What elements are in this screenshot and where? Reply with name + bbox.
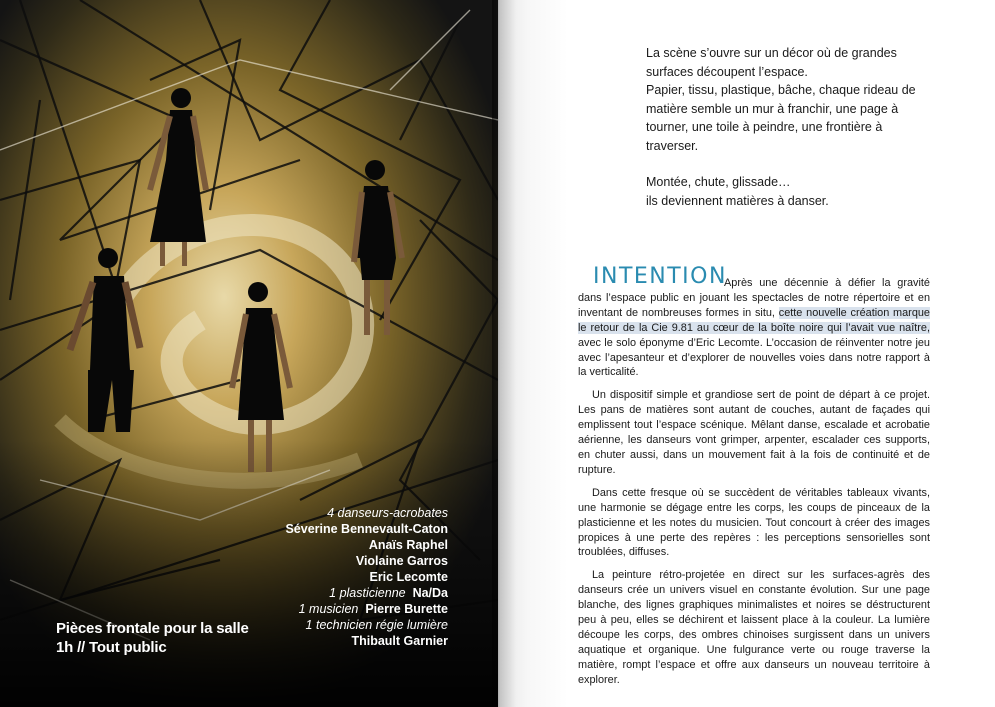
musicien-credit [188,601,448,617]
plasticienne-credit [188,585,448,601]
highlighted-text: cette nouvelle création marque le retour de la Cie 9.81 au cœur de la boîte noire qui l’avait vue naître, [578,306,930,334]
show-format: Pièces frontale pour la salle [56,620,249,637]
intro-paragraph: La scène s’ouvre sur un décor où de grandes surfaces découpent l’espace. [646,46,897,79]
musicien-role: 1 musicien [298,602,359,616]
technicien-name: Thibault Garnier [351,634,448,648]
show-duration: 1h // Tout public [56,639,167,656]
intro-paragraph: ils deviennent matières à danser. [646,193,829,208]
plasticienne-name: Na/Da [412,586,448,600]
show-info [56,619,249,657]
dancer-name: Anaïs Raphel [368,538,448,552]
dancer-name: Eric Lecomte [369,570,448,584]
intro-text [646,44,936,210]
technicien-role: 1 technicien régie lumière [305,618,448,632]
intro-paragraph: Papier, tissu, plastique, bâche, chaque rideau de matière semble un mur à franchir, une page à tourner, une toile à peindre, une frontière à traverser. [646,83,916,153]
body-text: Après une décennie à défier la gravité dans l’espace public en jouant les spectacles de notre répertoire et en inventant de nombreuses formes in situ, [578,277,930,319]
dancers-role: 4 danseurs-acrobates [327,506,448,520]
body-paragraph [578,276,930,380]
plasticienne-role: 1 plasticienne [329,586,406,600]
dancer-name: Violaine Garros [355,554,448,568]
dancer-name: Séverine Bennevault-Caton [285,522,448,536]
musicien-name: Pierre Burette [365,602,448,616]
body-paragraph: Dans cette fresque où se succèdent de véritables tableaux vivants, une harmonie se dégage entre les corps, les coups de pinceaux de la plasticienne et les notes du musicien. Tout concourt à créer des images propices à une perte des repères : les perceptions sensorielles sont troublées, diffuses. [578,486,930,559]
body-text: avec le solo éponyme d’Eric Lecomte. L’occasion de réinventer notre jeu avec l’apesanteur et d’explorer de nouvelles voies dans notre rapport à la verticalité. [578,336,930,379]
page-gutter [492,0,532,707]
intro-paragraph: Montée, chute, glissade… [646,175,791,189]
body-paragraph: Un dispositif simple et grandiose sert de point de départ à ce projet. Les pans de matières sont autant de couches, autant de façades qui emplissent tout l’espace scénique. Mêlant danse, escalade et acrobatie aérienne, les danseurs vont grimper, arpenter, escalader ces supports, en chuter aussi, dans un mouvement fait à la fois de continuité et de rupture. [578,389,930,476]
body-paragraph: La peinture rétro-projetée en direct sur les surfaces-agrès des danseurs crée un univers visuel en constante évolution. Sur une page blanche, des lignes graphiques minimalistes et noires se déstructurent peu à peu, elles se déchirent et laissent place à la couleur. La lumière découpe les corps, des ombres chinoises surgissent dans un univers aquatique et organique. Une fulgurance verte ou rouge traverse la matière, rompt l’espace et offre aux danseurs un nouveau territoire à explorer. [578,569,930,686]
section-body [578,276,930,696]
right-page [498,0,995,707]
section-title: INTENTION [593,264,727,289]
